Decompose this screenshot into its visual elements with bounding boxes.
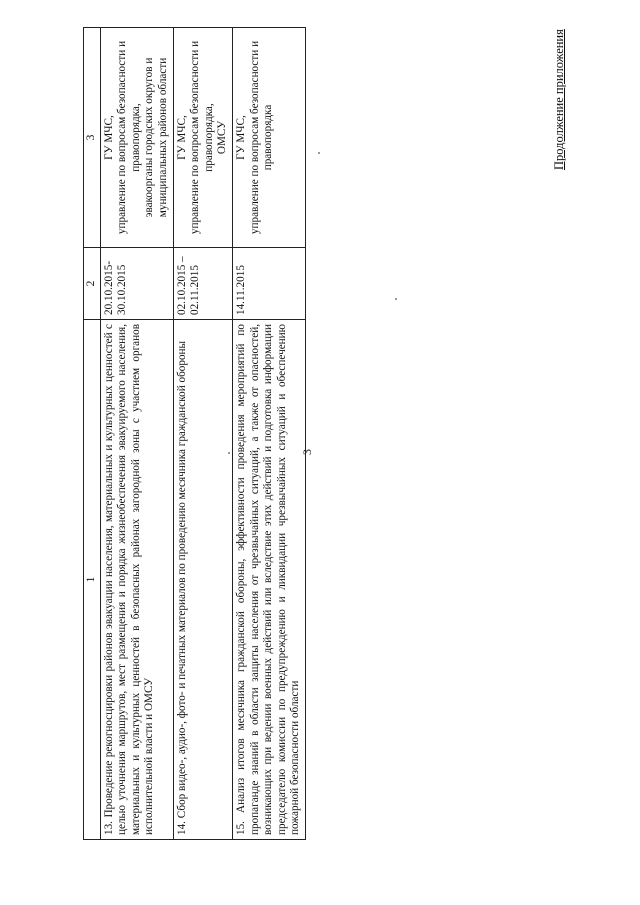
measure-date: 14.11.2015 bbox=[232, 248, 305, 320]
column-number-row bbox=[84, 28, 101, 840]
table-row bbox=[173, 28, 232, 840]
responsible-cell bbox=[100, 28, 173, 248]
responsible-line: управление по вопросам безопасности и правопорядка, bbox=[116, 40, 142, 235]
responsible-line: ГУ МЧС, bbox=[175, 115, 188, 160]
column-number: 1 bbox=[84, 320, 101, 840]
scan-speck bbox=[228, 452, 230, 454]
table-row bbox=[232, 28, 305, 840]
measure-date: 02.10.2015 – 02.11.2015 bbox=[173, 248, 232, 320]
responsible-line: ОМСУ bbox=[216, 120, 229, 155]
responsible-line: управление по вопросам безопасности и правопорядка bbox=[248, 40, 275, 235]
table-row bbox=[100, 28, 173, 840]
scan-speck bbox=[318, 152, 320, 154]
measure-description: 14. Сбор видео-, аудио-, фото- и печатных материалов по проведению месячника гражданской обороны bbox=[173, 320, 232, 840]
measure-description: 13. Проведение рекогносцировки районов эвакуации населения, материальных и культурных ценностей с целью уточнения маршрутов, мест размещения и порядка жизнеобеспечения эвакуируемого населения, материальных и культурных ценностей в безопасных районах загородной зоны с участием органов исполнительной власти и ОМСУ bbox=[100, 320, 173, 840]
responsible-line: ГУ МЧС, bbox=[102, 115, 115, 160]
appendix-header: Продолжение приложения bbox=[552, 29, 566, 170]
responsible-line: эвакоорганы городских округов и муниципальных районов области bbox=[143, 57, 169, 218]
page-number: 3 bbox=[300, 449, 314, 455]
responsible-cell bbox=[232, 28, 305, 248]
column-number: 3 bbox=[84, 28, 101, 248]
responsible-line: ГУ МЧС, bbox=[234, 115, 247, 160]
measure-date: 20.10.2015-30.10.2015 bbox=[100, 248, 173, 320]
column-number: 2 bbox=[84, 248, 101, 320]
measure-description: 15. Анализ итогов месячника гражданской обороны, эффективности проведения мероприятий по пропаганде знаний в области защиты населения от чрезвычайных ситуаций, а также от опасностей, возникающих при ведении военных действий или вследствие этих действий и подготовка информации председателю комиссии по предупреждению и ликвидации чрезвычайных ситуаций и обеспечению пожарной безопасности области bbox=[232, 320, 305, 840]
measures-table bbox=[83, 27, 306, 840]
responsible-line: управление по вопросам безопасности и правопорядка, bbox=[189, 40, 215, 235]
responsible-cell bbox=[173, 28, 232, 248]
scan-speck bbox=[395, 298, 397, 300]
